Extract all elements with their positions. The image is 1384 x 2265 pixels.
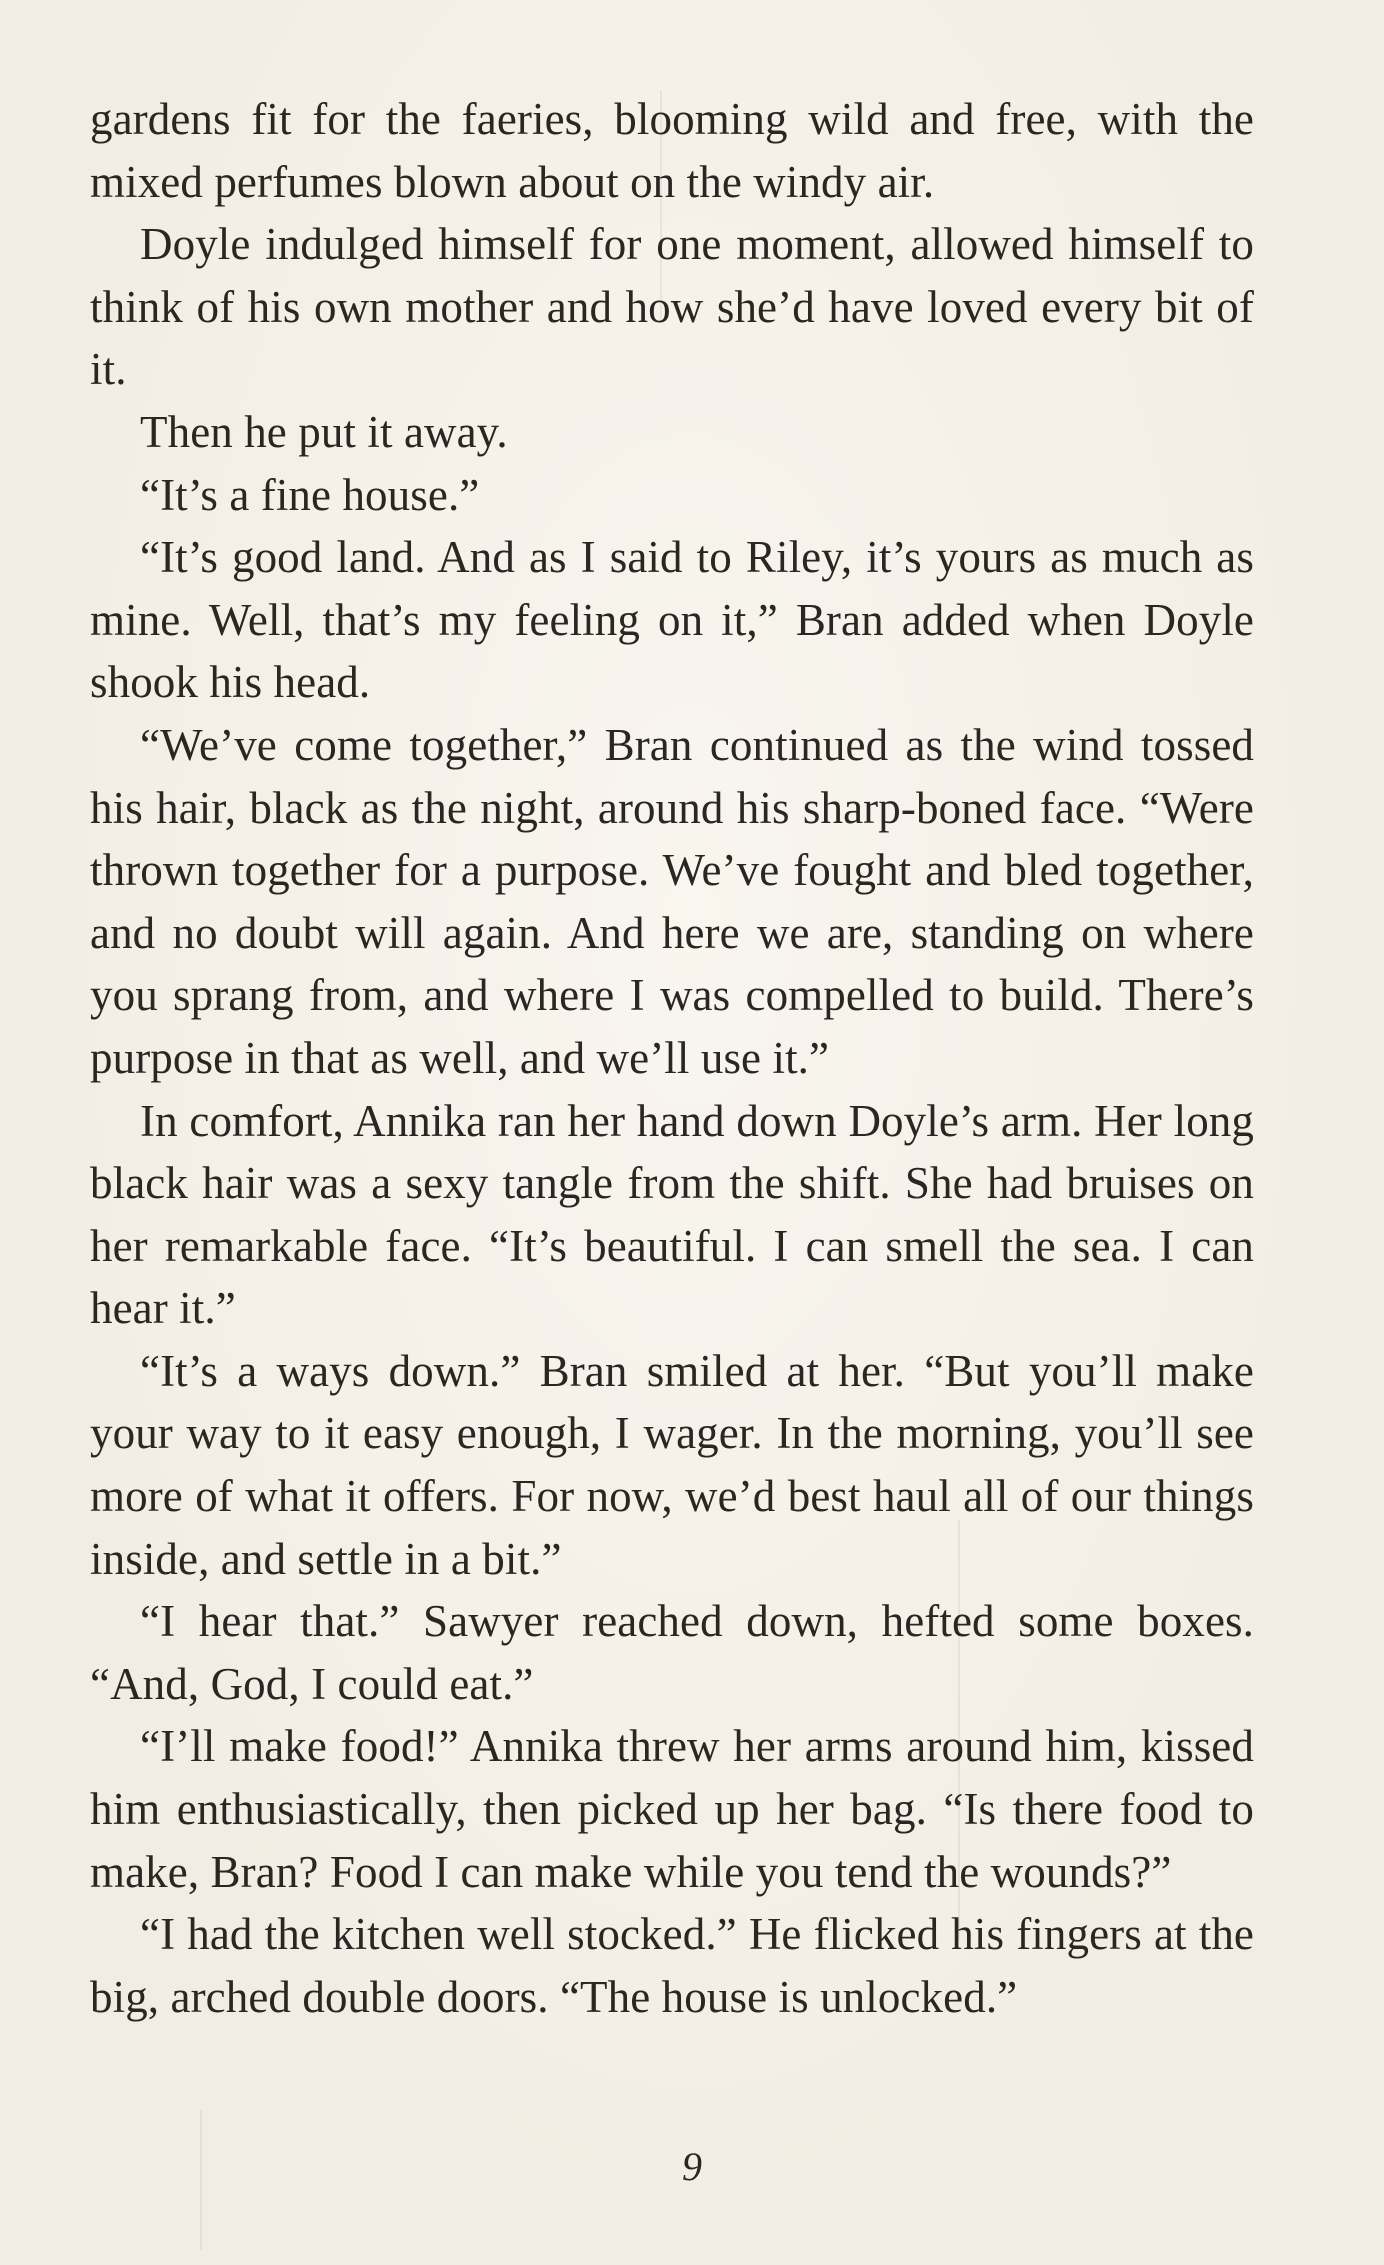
paragraph: Doyle indulged himself for one moment, allowed himself to think of his own mother and how she’d have loved every bit of it.	[90, 219, 1254, 395]
paragraph: “I hear that.” Sawyer reached down, hefted some boxes. “And, God, I could eat.”	[90, 1596, 1254, 1709]
paragraph: Then he put it away.	[140, 406, 508, 457]
paragraph: gardens fit for the faeries, blooming wild and free, with the mixed perfumes blown about on the windy air.	[90, 94, 1254, 207]
paragraph: “I’ll make food!” Annika threw her arms around him, kissed him enthusiastically, then picked up her bag. “Is there food to make, Bran? Food I can make while you tend the wounds?”	[90, 1721, 1254, 1897]
paragraph: “We’ve come together,” Bran continued as the wind tossed his hair, black as the night, around his sharp-boned face. “Were thrown together for a purpose. We’ve fought and bled together, and no doubt will again. And here we are, standing on where you sprang from, and where I was compelled to build. There’s purpose in that as well, and we’ll use it.”	[90, 719, 1254, 1083]
page-number: 9	[682, 2144, 702, 2189]
paragraph: “I had the kitchen well stocked.” He flicked his fingers at the big, arched double doors. “The house is unlocked.”	[90, 1909, 1254, 2022]
body-text	[90, 88, 1254, 2028]
paragraph: “It’s a ways down.” Bran smiled at her. “But you’ll make your way to it easy enough, I wager. In the morning, you’ll see more of what it offers. For now, we’d best haul all of our things inside, and settle in a bit.”	[90, 1345, 1254, 1584]
paragraph: “It’s good land. And as I said to Riley, it’s yours as much as mine. Well, that’s my feeling on it,” Bran added when Doyle shook his head.	[90, 532, 1254, 708]
paragraph: “It’s a fine house.”	[140, 469, 480, 520]
paragraph: In comfort, Annika ran her hand down Doyle’s arm. Her long black hair was a sexy tangle from the shift. She had bruises on her remarkable face. “It’s beautiful. I can smell the sea. I can hear it.”	[90, 1095, 1254, 1334]
